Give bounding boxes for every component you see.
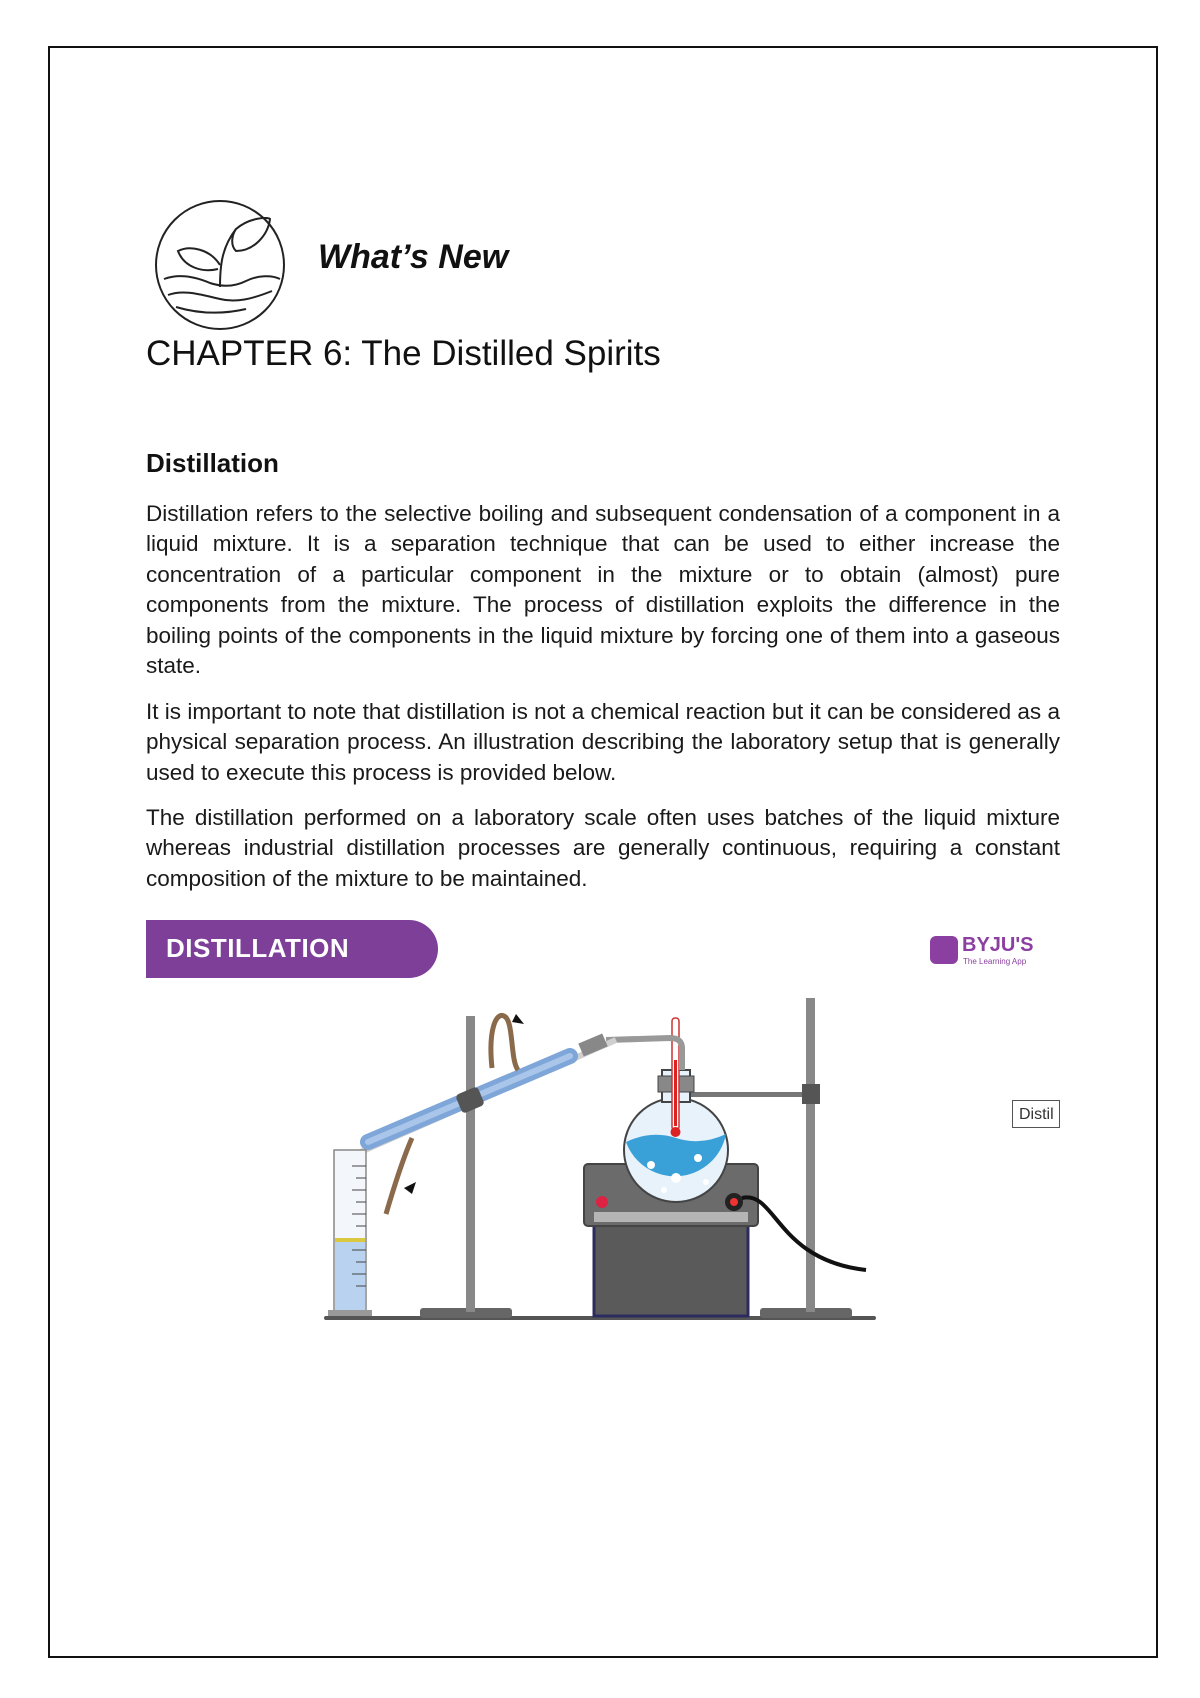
paragraph-2: It is important to note that distillation is not a chemical reaction but it can be considered as a physical separation process. An illustration describing the laboratory setup that is generally used to execute this process is provided below. bbox=[146, 699, 1060, 785]
water-inlet-hose bbox=[386, 1138, 412, 1214]
paragraph-1: Distillation refers to the selective boiling and subsequent condensation of a component in a liquid mixture. It is a separation technique that can be used to either increase the concentration of a particular component in the mixture or to obtain (almost) pure components from the mixture. The process of distillation exploits the difference in the boiling points of the components in the liquid mixture by forcing one of them into a gaseous state. bbox=[146, 501, 1060, 679]
paragraph-3: The distillation performed on a laboratory scale often uses batches of the liquid mixture whereas industrial distillation processes are generally continuous, requiring a constant composition of the mixture to be maintained. bbox=[146, 805, 1060, 891]
collected-distillate bbox=[335, 1238, 365, 1313]
brand-name: BYJU'S bbox=[962, 934, 1034, 956]
subheading-distillation: Distillation bbox=[146, 448, 279, 478]
right-clamp-block bbox=[802, 1084, 820, 1104]
distillation-figure bbox=[146, 920, 1060, 1340]
distillation-apparatus bbox=[146, 920, 1060, 1340]
left-stand-rod bbox=[466, 1016, 475, 1312]
section-title: What’s New bbox=[318, 238, 509, 276]
banner-label: DISTILLATION bbox=[166, 933, 350, 963]
outlet-arrow bbox=[512, 1014, 524, 1024]
delivery-tube bbox=[606, 1038, 682, 1070]
water-outlet-hose bbox=[491, 1015, 518, 1070]
brand-tagline: The Learning App bbox=[963, 957, 1027, 966]
hands-holding-plant-icon bbox=[150, 195, 290, 335]
inlet-arrow bbox=[404, 1182, 416, 1194]
right-clamp-arm bbox=[674, 1092, 810, 1097]
heater-indicator bbox=[596, 1196, 608, 1208]
cropped-label-box: Distil bbox=[1012, 1100, 1060, 1128]
right-stand-rod bbox=[806, 998, 815, 1312]
power-cable bbox=[742, 1197, 866, 1270]
chapter-title: CHAPTER 6: The Distilled Spirits bbox=[146, 334, 661, 373]
heater-stand bbox=[594, 1224, 748, 1316]
heater-plate bbox=[594, 1212, 748, 1222]
